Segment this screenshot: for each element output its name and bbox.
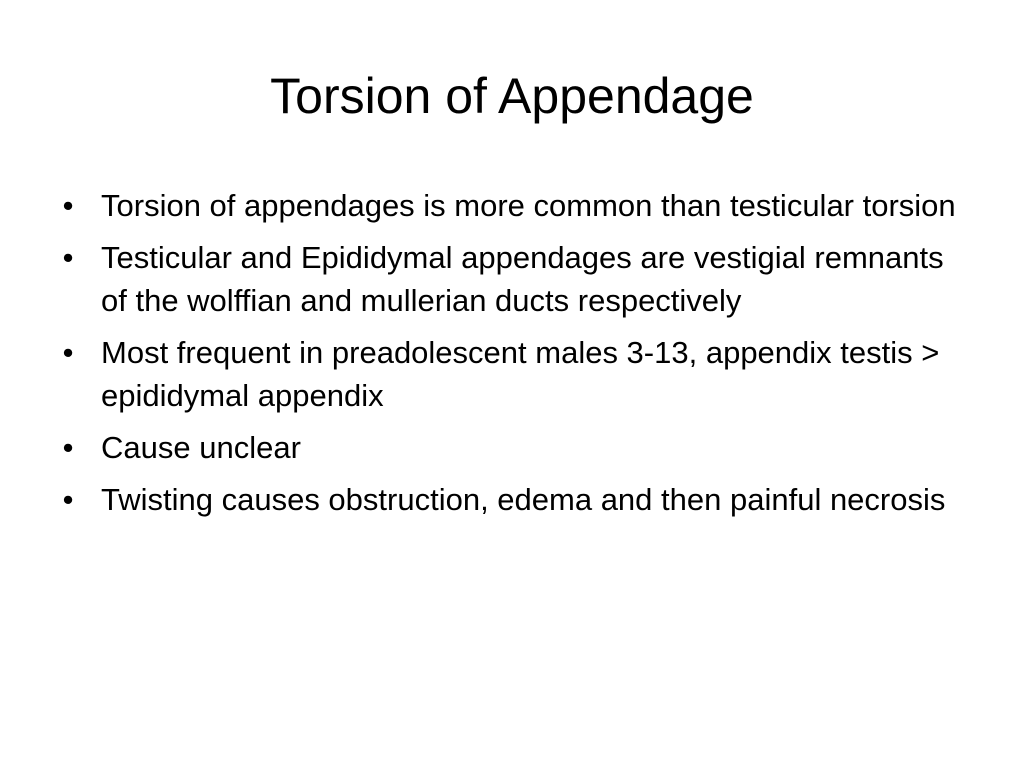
bullet-text: Cause unclear — [101, 430, 301, 465]
bullet-list — [58, 184, 968, 530]
bullet-item — [58, 426, 968, 469]
bullet-dot-icon: • — [62, 430, 74, 465]
bullet-text: Testicular and Epididymal appendages are vestigial remnants of the wolffian and mullerian ducts respectively — [101, 240, 944, 318]
bullet-dot-icon: • — [62, 335, 74, 370]
bullet-dot-icon: • — [62, 240, 74, 275]
bullet-text: Most frequent in preadolescent males 3-13, appendix testis > epididymal appendix — [101, 335, 940, 413]
bullet-text: Torsion of appendages is more common than testicular torsion — [101, 188, 956, 223]
bullet-item — [58, 478, 968, 521]
bullet-dot-icon: • — [62, 482, 74, 517]
bullet-item — [58, 184, 968, 227]
bullet-text: Twisting causes obstruction, edema and then painful necrosis — [101, 482, 946, 517]
bullet-item — [58, 331, 968, 417]
bullet-item — [58, 236, 968, 322]
bullet-dot-icon: • — [62, 188, 74, 223]
slide-title: Torsion of Appendage — [270, 68, 754, 124]
